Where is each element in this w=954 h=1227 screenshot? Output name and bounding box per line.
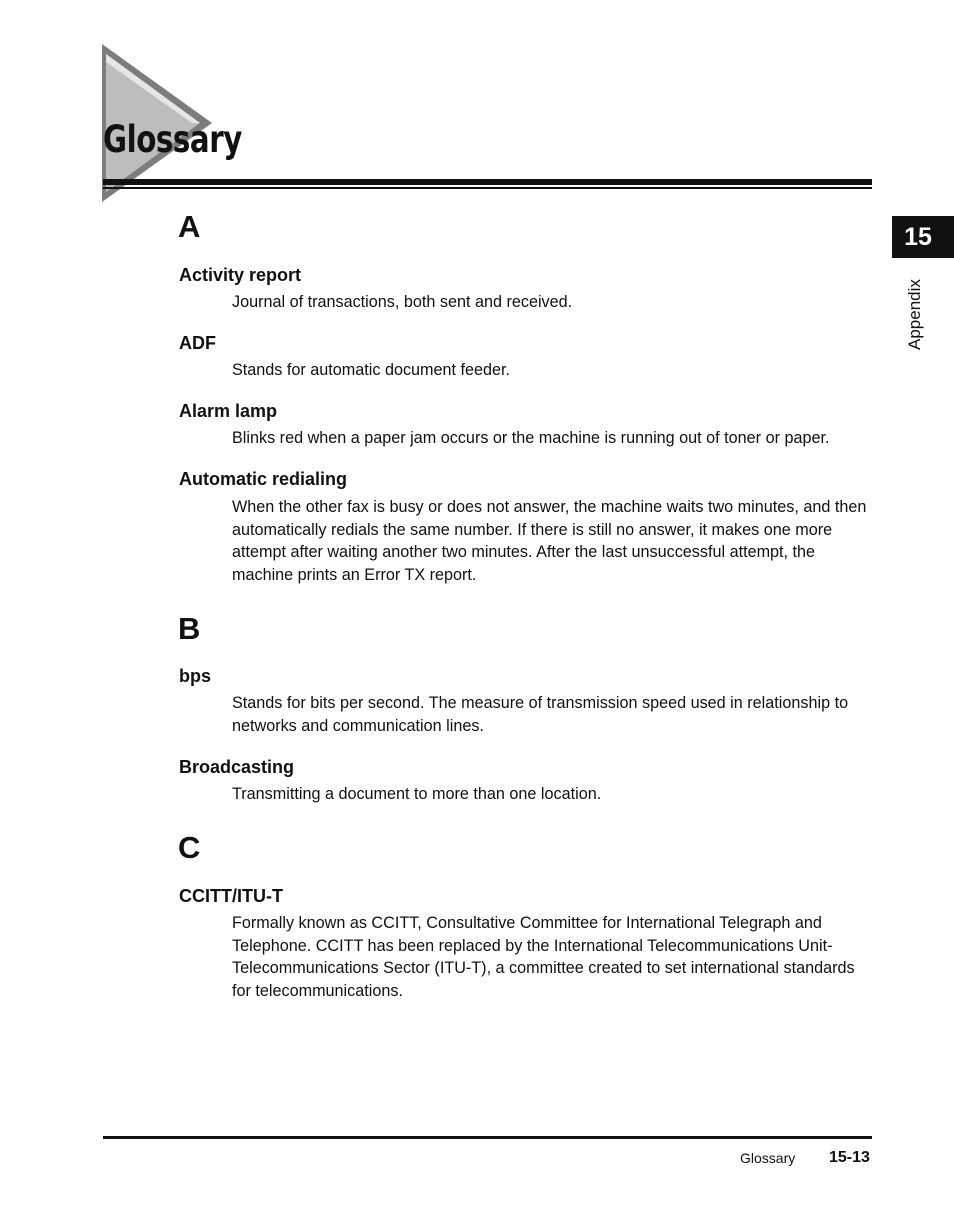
footer-section-name: Glossary xyxy=(740,1150,796,1166)
glossary-definition: Journal of transactions, both sent and received. xyxy=(232,293,573,311)
section-letter-b: B xyxy=(178,611,201,646)
glossary-term: ADF xyxy=(179,333,216,353)
glossary-term: Automatic redialing xyxy=(179,469,348,489)
glossary-term: Alarm lamp xyxy=(179,401,278,421)
chapter-tab: 15 xyxy=(892,216,954,258)
section-letter-c: C xyxy=(178,830,201,865)
section-letter-a: A xyxy=(178,209,201,244)
chapter-name: Appendix xyxy=(905,279,924,350)
glossary-definition: Formally known as CCITT, Consultative Committee for International Telegraph and Telephone. CCITT has been replaced by the International Telecommunications Unit-Telecommunications Sector (ITU-T), a committee created to set international standards for telecommunications. xyxy=(232,914,855,1001)
glossary-definition: Blinks red when a paper jam occurs or the machine is running out of toner or paper. xyxy=(232,429,830,447)
glossary-definition: When the other fax is busy or does not answer, the machine waits two minutes, and then automatically redials the same number. If there is still no answer, it makes one more attempt after waiting another two minutes. After the last unsuccessful attempt, the machine prints an Error TX report. xyxy=(232,498,867,585)
glossary-definition: Stands for bits per second. The measure of transmission speed used in relationship to networks and communication lines. xyxy=(232,694,849,735)
page-title: Glossary xyxy=(103,118,242,161)
title-rule xyxy=(103,179,872,185)
glossary-term: bps xyxy=(179,666,212,686)
glossary-definition: Transmitting a document to more than one location. xyxy=(232,785,602,803)
glossary-term: Activity report xyxy=(179,265,302,285)
footer-rule xyxy=(103,1136,872,1139)
glossary-definition: Stands for automatic document feeder. xyxy=(232,361,511,379)
glossary-term: Broadcasting xyxy=(179,757,295,777)
page-number: 15-13 xyxy=(829,1149,870,1166)
title-rule-thin xyxy=(103,187,872,189)
glossary-term: CCITT/ITU-T xyxy=(179,886,283,906)
